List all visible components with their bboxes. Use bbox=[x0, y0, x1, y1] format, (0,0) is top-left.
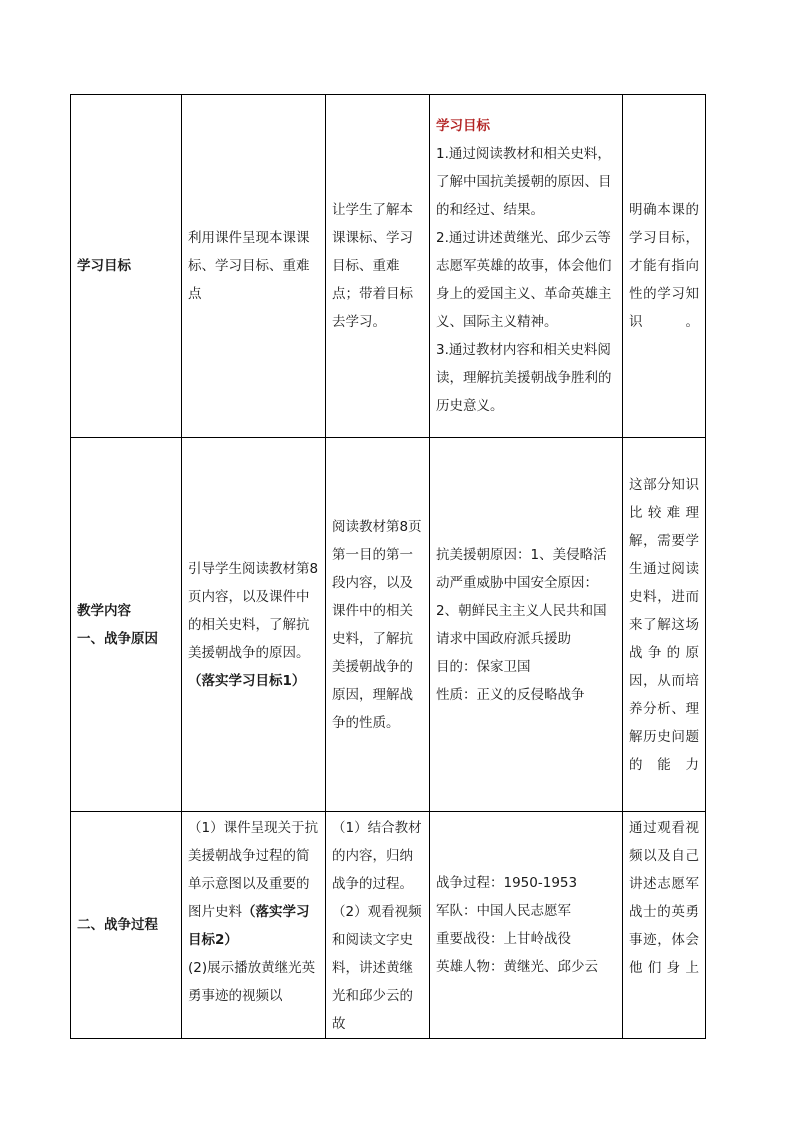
table-row bbox=[71, 438, 706, 812]
row-label-text: 教学内容 bbox=[77, 602, 131, 619]
teacher-activity-text: 利用课件呈现本课课标、学习目标、重难点 bbox=[188, 230, 310, 302]
war-nature: 性质：正义的反侵略战争 bbox=[436, 686, 585, 703]
student-activity-text: 让学生了解本课课标、学习目标、重难点；带着目标去学习。 bbox=[332, 202, 413, 330]
row-label bbox=[71, 438, 182, 812]
student-activity-cell bbox=[326, 95, 430, 438]
war-cause: 抗美援朝原因：1、美侵略活动严重威胁中国安全原因：2、朝鲜民主主义人民共和国请求中国政府派兵援助 bbox=[436, 546, 607, 647]
teacher-activity-cell bbox=[182, 95, 326, 438]
design-intent-cell bbox=[623, 95, 706, 438]
war-army: 军队：中国人民志愿军 bbox=[436, 903, 571, 919]
row-label bbox=[71, 812, 182, 1039]
row-label-text: 学习目标 bbox=[77, 258, 131, 274]
row-sublabel-text: 一、战争原因 bbox=[77, 630, 158, 647]
student-activity-cell bbox=[326, 812, 430, 1039]
table-row bbox=[71, 95, 706, 438]
teacher-activity-cell bbox=[182, 812, 326, 1039]
teacher-activity-cell bbox=[182, 438, 326, 812]
lesson-plan-table bbox=[70, 94, 706, 1039]
student-activity-text: 阅读教材第8页第一目的第一段内容，以及课件中的相关史料，了解抗美援朝战争的原因，理解战争的性质。 bbox=[332, 518, 422, 731]
student-activity-text-2: （2）观看视频和阅读文字史料，讲述黄继光和邱少云的故 bbox=[332, 904, 422, 1032]
war-heroes: 英雄人物：黄继光、邱少云 bbox=[436, 959, 598, 975]
teacher-activity-text: （1）课件呈现关于抗美援朝战争过程的简单示意图以及重要的图片史料 bbox=[188, 820, 319, 920]
war-purpose: 目的：保家卫国 bbox=[436, 658, 531, 675]
design-intent-text: 这部分知识比较难理解，需要学生通过阅读史料，进而来了解这场战争的原因，从而培养分析、理解历史问题的能力 bbox=[629, 476, 699, 773]
objective-1: 1.通过阅读教材和相关史料，了解中国抗美援朝的原因、目的和经过、结果。 bbox=[436, 146, 612, 218]
student-activity-cell bbox=[326, 438, 430, 812]
design-intent-cell bbox=[623, 438, 706, 812]
war-battle: 重要战役：上甘岭战役 bbox=[436, 931, 571, 947]
design-intent-text: 明确本课的学习目标，才能有指向性的学习知识。 bbox=[629, 202, 699, 330]
row-label bbox=[71, 95, 182, 438]
design-intent-text: 通过观看视频以及自己讲述志愿军战士的英勇事迹，体会他们身上 bbox=[629, 820, 699, 976]
student-activity-text: （1）结合教材的内容，归纳战争的过程。 bbox=[332, 820, 422, 892]
objective-reference: （落实学习目标1） bbox=[188, 672, 306, 689]
objectives-title: 学习目标 bbox=[436, 118, 490, 134]
objective-3: 3.通过教材内容和相关史料阅读，理解抗美援朝战争胜利的历史意义。 bbox=[436, 342, 612, 414]
content-cell bbox=[430, 438, 623, 812]
teacher-activity-text: 引导学生阅读教材第8页内容，以及课件中的相关史料，了解抗美援朝战争的原因。 bbox=[188, 560, 319, 661]
objective-2: 2.通过讲述黄继光、邱少云等志愿军英雄的故事，体会他们身上的爱国主义、革命英雄主义、国际主义精神。 bbox=[436, 230, 612, 330]
content-cell bbox=[430, 95, 623, 438]
table-row bbox=[71, 812, 706, 1039]
row-label-text: 二、战争过程 bbox=[77, 917, 158, 933]
objective-reference: （落实学习目标2） bbox=[188, 904, 310, 948]
content-cell bbox=[430, 812, 623, 1039]
teacher-activity-text-2: (2)展示播放黄继光英勇事迹的视频以 bbox=[188, 960, 316, 1004]
war-period: 战争过程：1950-1953 bbox=[436, 875, 578, 891]
design-intent-cell bbox=[623, 812, 706, 1039]
